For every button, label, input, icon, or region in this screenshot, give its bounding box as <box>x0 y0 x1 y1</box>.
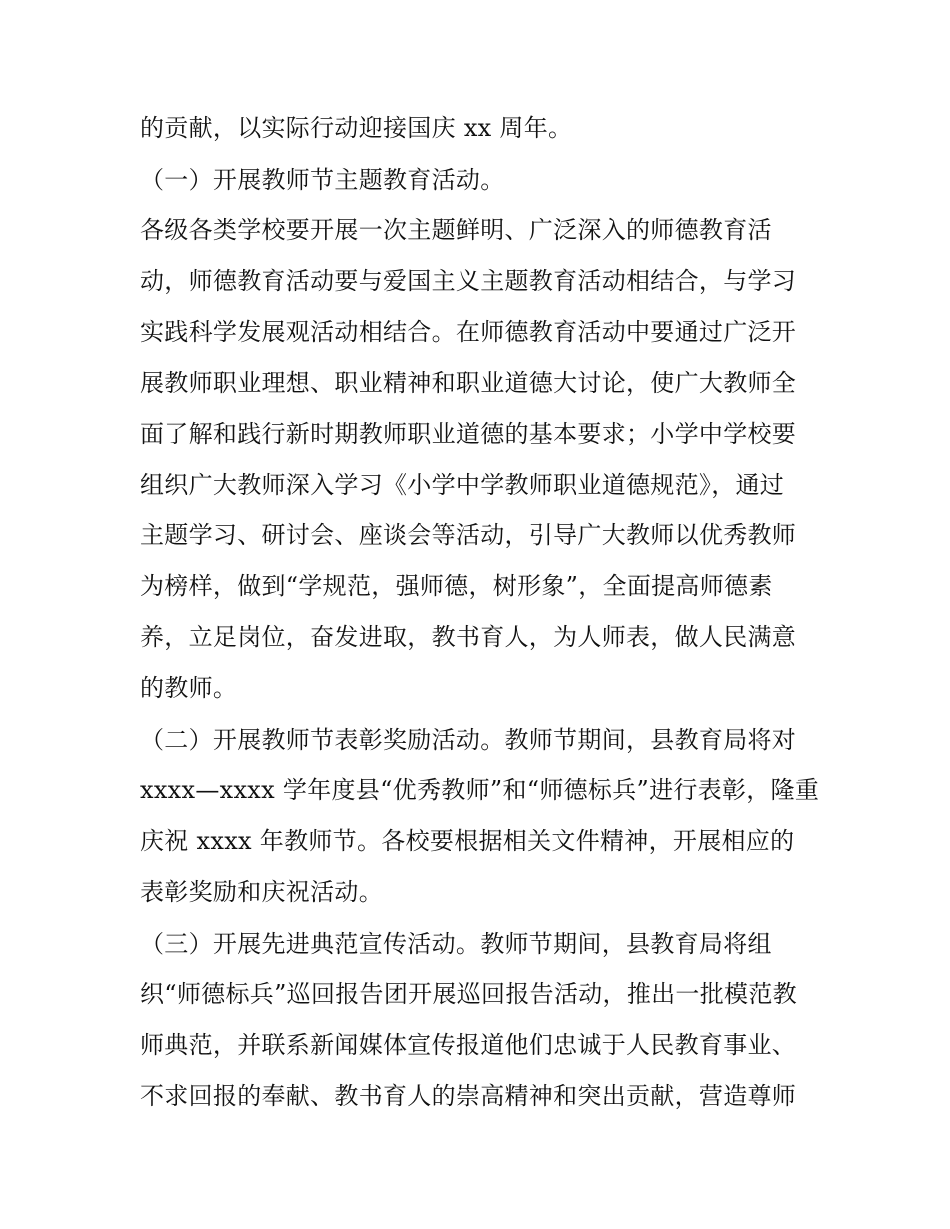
text-line: 庆祝 xxxx 年教师节。各校要根据相关文件精神，开展相应的 <box>140 827 795 855</box>
section-heading-3: （三）开展先进典范宣传活动。教师节期间，县教育局将组 <box>140 930 772 958</box>
text-line: 不求回报的奉献、教书育人的崇高精神和突出贡献，营造尊师 <box>140 1082 797 1110</box>
text-line: 养，立足岗位，奋发进取，教书育人，为人师表，做人民满意 <box>140 623 797 651</box>
text-line: 师典范，并联系新闻媒体宣传报道他们忠诚于人民教育事业、 <box>140 1031 797 1059</box>
text-line: 组织广大教师深入学习《小学中学教师职业道德规范》，通过 <box>140 471 785 499</box>
text-line: 面了解和践行新时期教师职业道德的基本要求；小学中学校要 <box>140 420 797 448</box>
text-line: 为榜样，做到“学规范，强师德，树形象”，全面提高师德素 <box>140 572 773 600</box>
text-line: 展教师职业理想、职业精神和职业道德大讨论，使广大教师全 <box>140 369 797 397</box>
text-line: 主题学习、研讨会、座谈会等活动，引导广大教师以优秀教师 <box>140 521 797 549</box>
section-heading-2: （二）开展教师节表彰奖励活动。教师节期间，县教育局将对 <box>140 726 797 754</box>
section-heading-1: （一）开展教师节主题教育活动。 <box>140 166 505 194</box>
text-line: 表彰奖励和庆祝活动。 <box>140 878 383 906</box>
text-line: 动，师德教育活动要与爱国主义主题教育活动相结合，与学习 <box>140 267 797 295</box>
text-line: 各级各类学校要开展一次主题鲜明、广泛深入的师德教育活 <box>140 216 772 244</box>
text-line: xxxx—xxxx 学年度县“优秀教师”和“师德标兵”进行表彰，隆重 <box>140 776 820 804</box>
text-line: 实践科学发展观活动相结合。在师德教育活动中要通过广泛开 <box>140 318 797 346</box>
text-line: 织“师德标兵”巡回报告团开展巡回报告活动，推出一批模范教 <box>140 980 797 1008</box>
text-line: 的教师。 <box>140 674 238 702</box>
text-line: 的贡献，以实际行动迎接国庆 xx 周年。 <box>140 114 573 142</box>
